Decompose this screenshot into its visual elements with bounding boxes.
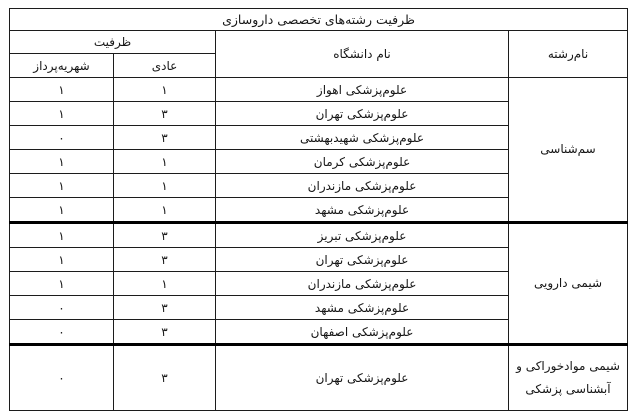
regular-capacity-cell: ۱ (114, 78, 216, 102)
table-title-row (10, 9, 628, 31)
university-cell: علوم‌پزشکی تهران (216, 345, 509, 411)
tuition-capacity-cell: ۱ (10, 248, 114, 272)
university-cell: علوم‌پزشکی کرمان (216, 150, 509, 174)
tuition-capacity-cell: ۱ (10, 198, 114, 223)
regular-capacity-cell: ۳ (114, 248, 216, 272)
regular-capacity-cell: ۱ (114, 272, 216, 296)
regular-capacity-cell: ۳ (114, 126, 216, 150)
tuition-capacity-cell: ۰ (10, 345, 114, 411)
column-header-capacity: ظرفیت (10, 31, 216, 54)
field-name-cell: شیمی موادخوراکی و آبشناسی پزشکی (509, 345, 628, 411)
regular-capacity-cell: ۳ (114, 320, 216, 345)
tuition-capacity-cell: ۰ (10, 126, 114, 150)
table-header-row (10, 31, 628, 54)
pharmacy-capacity-table (9, 8, 628, 411)
tuition-capacity-cell: ۱ (10, 102, 114, 126)
column-header-regular: عادی (114, 54, 216, 78)
regular-capacity-cell: ۳ (114, 223, 216, 248)
column-header-university: نام دانشگاه (216, 31, 509, 78)
regular-capacity-cell: ۳ (114, 345, 216, 411)
tuition-capacity-cell: ۰ (10, 320, 114, 345)
tuition-capacity-cell: ۱ (10, 150, 114, 174)
university-cell: علوم‌پزشکی تبریز (216, 223, 509, 248)
field-name-cell: سم‌شناسی (509, 78, 628, 223)
field-name-cell: شیمی دارویی (509, 223, 628, 345)
column-header-tuition: شهریه‌پرداز (10, 54, 114, 78)
table-container (9, 8, 628, 411)
tuition-capacity-cell: ۰ (10, 296, 114, 320)
university-cell: علوم‌پزشکی مازندران (216, 174, 509, 198)
tuition-capacity-cell: ۱ (10, 223, 114, 248)
regular-capacity-cell: ۱ (114, 150, 216, 174)
university-cell: علوم‌پزشکی تهران (216, 248, 509, 272)
table-row (10, 345, 628, 411)
university-cell: علوم‌پزشکی اهواز (216, 78, 509, 102)
regular-capacity-cell: ۱ (114, 174, 216, 198)
tuition-capacity-cell: ۱ (10, 174, 114, 198)
tuition-capacity-cell: ۱ (10, 272, 114, 296)
regular-capacity-cell: ۳ (114, 102, 216, 126)
tuition-capacity-cell: ۱ (10, 78, 114, 102)
column-header-field: نام‌رشته (509, 31, 628, 78)
university-cell: علوم‌پزشکی تهران (216, 102, 509, 126)
university-cell: علوم‌پزشکی مشهد (216, 198, 509, 223)
university-cell: علوم‌پزشکی مازندران (216, 272, 509, 296)
table-row (10, 78, 628, 102)
table-title: ظرفیت رشته‌های تخصصی داروسازی (10, 9, 628, 31)
university-cell: علوم‌پزشکی مشهد (216, 296, 509, 320)
university-cell: علوم‌پزشکی شهیدبهشتی (216, 126, 509, 150)
university-cell: علوم‌پزشکی اصفهان (216, 320, 509, 345)
regular-capacity-cell: ۳ (114, 296, 216, 320)
regular-capacity-cell: ۱ (114, 198, 216, 223)
table-row (10, 223, 628, 248)
